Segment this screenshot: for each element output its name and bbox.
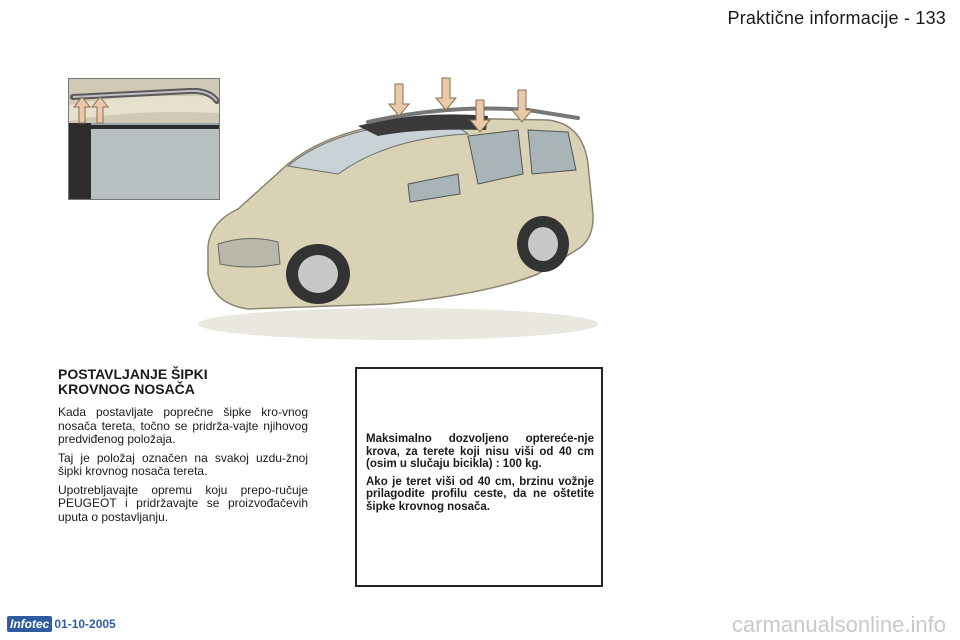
body-paragraph: Upotrebljavajte opremu koju prepo-ručuje PEUGEOT i pridržavajte se proizvođačevih uputa o postavljanju. — [58, 482, 308, 524]
page-header: Praktične informacije - 133 — [727, 8, 946, 28]
note-paragraph: Ako je teret viši od 40 cm, brzinu vožnje prilagodite profilu ceste, da ne oštetite šipke krovnog nosača. — [366, 475, 594, 513]
section-title-line: POSTAVLJANJE ŠIPKI — [58, 366, 208, 382]
car-illustration — [188, 74, 608, 346]
body-paragraph: Taj je položaj označen na svakoj uzdu-žnoj šipki krovnog nosača tereta. — [58, 450, 308, 478]
warning-note-box — [355, 367, 603, 587]
section-title-line: KROVNOG NOSAČA — [58, 381, 195, 397]
watermark: carmanualsonline.info — [731, 612, 946, 637]
warning-note-text — [366, 433, 594, 518]
section-body — [58, 406, 308, 529]
section-title — [58, 367, 308, 397]
footer-brand: Infotec — [7, 616, 52, 632]
footer — [7, 616, 116, 632]
body-paragraph: Kada postavljate poprečne šipke kro-vnog nosača tereta, točno se pridrža-vajte njihovog predviđenog položaja. — [58, 405, 308, 446]
footer-date: 01-10-2005 — [54, 617, 116, 631]
note-paragraph: Maksimalno dozvoljeno optereće-nje krova, za terete koji nisu viši od 40 cm (osim u slučaju bicikla) : 100 kg. — [366, 433, 594, 470]
